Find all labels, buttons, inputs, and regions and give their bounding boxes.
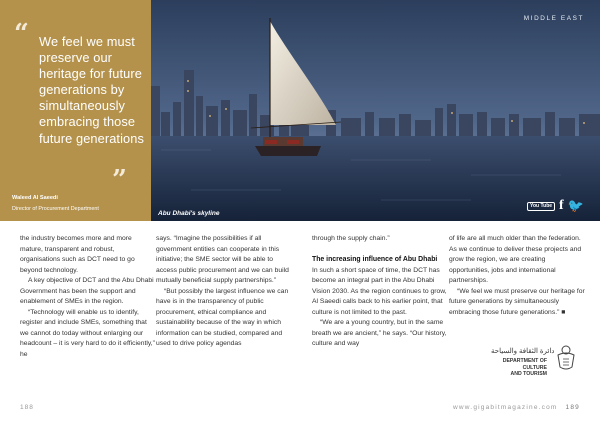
social-icons [527,198,584,214]
paragraph: “We feel we must preserve our heritage for future generations by simultaneously embracing those future generations.” ■ [449,287,585,316]
body-column-4 [449,234,585,318]
body-column-1 [20,234,156,360]
page-number-right: 189 [565,404,580,411]
skyline-illustration [151,0,600,221]
paragraph: the industry becomes more and more mature, transparent and robust, organisations such as DCT need to go beyond technology. [20,235,135,274]
section-label: MIDDLE EAST [523,15,584,22]
page-number-left: 188 [20,404,34,411]
quote-author-name: Waleed Al Saeedi [12,195,58,201]
logo-english-text: DEPARTMENT OF CULTURE AND TOURISM [502,358,547,378]
youtube-icon[interactable]: You Tube [527,202,555,211]
footer-site [453,404,580,411]
site-url[interactable]: www.gigabitmagazine.com [452,404,558,411]
paragraph: “We are a young country, but in the same breath we are ancient,” he says. “Our history, culture and way [312,319,447,347]
paragraph: of life are all much older than the federation. As we continue to deliver these projects and grow the region, we are creating opportunities, jobs and international partnerships. [449,235,582,284]
paragraph: through the supply chain.” [312,235,390,242]
close-quote-mark: ” [112,165,127,195]
paragraph: A key objective of DCT and the Abu Dhabi Government has been the support and enablement of SMEs in the region. [20,277,154,305]
falcon-emblem-icon [555,343,577,373]
body-column-2 [156,234,292,350]
subheading: The increasing influence of Abu Dhabi [312,256,438,263]
pull-quote-text: We feel we must preserve our heritage for future generations by simultaneously embracing those future generations [39,34,144,146]
open-quote-mark: “ [14,19,29,49]
facebook-icon[interactable]: f [559,198,564,213]
logo-arabic-text: دائرة الثقافة والسياحة [491,348,555,355]
paragraph: says. “Imagine the possibilities if all government entities can cooperate in this initiative; the SME sector will be able to access public procurement and we can build mutually beneficial supply partnerships.” [156,235,289,284]
pull-quote-panel [0,0,151,221]
paragraph: “Technology will enable us to identify, register and include SMEs, something that we cannot do today without enlarging our headcount – it is very hard to do it efficiently,” he [20,308,155,358]
abu-dhabi-skyline-photo [151,0,600,221]
paragraph: “But possibly the largest influence we can have is in the transparency of public procurement, ethical compliance and sustainability because of the way in which information can be studied, compared and used to drive policy agendas [156,287,289,347]
twitter-icon[interactable]: 🐦 [567,198,584,213]
quote-author-role: Director of Procurement Department [12,206,99,212]
paragraph: In such a short space of time, the DCT has become an integral part in the Abu Dhabi Vision 2030. As the region continues to grow, Al Saeedi calls back to his earlier point, that culture is not limited to the past. [312,266,447,316]
dct-logo [485,343,585,383]
body-column-3 [312,234,448,350]
photo-caption: Abu Dhabi's skyline [158,210,220,217]
